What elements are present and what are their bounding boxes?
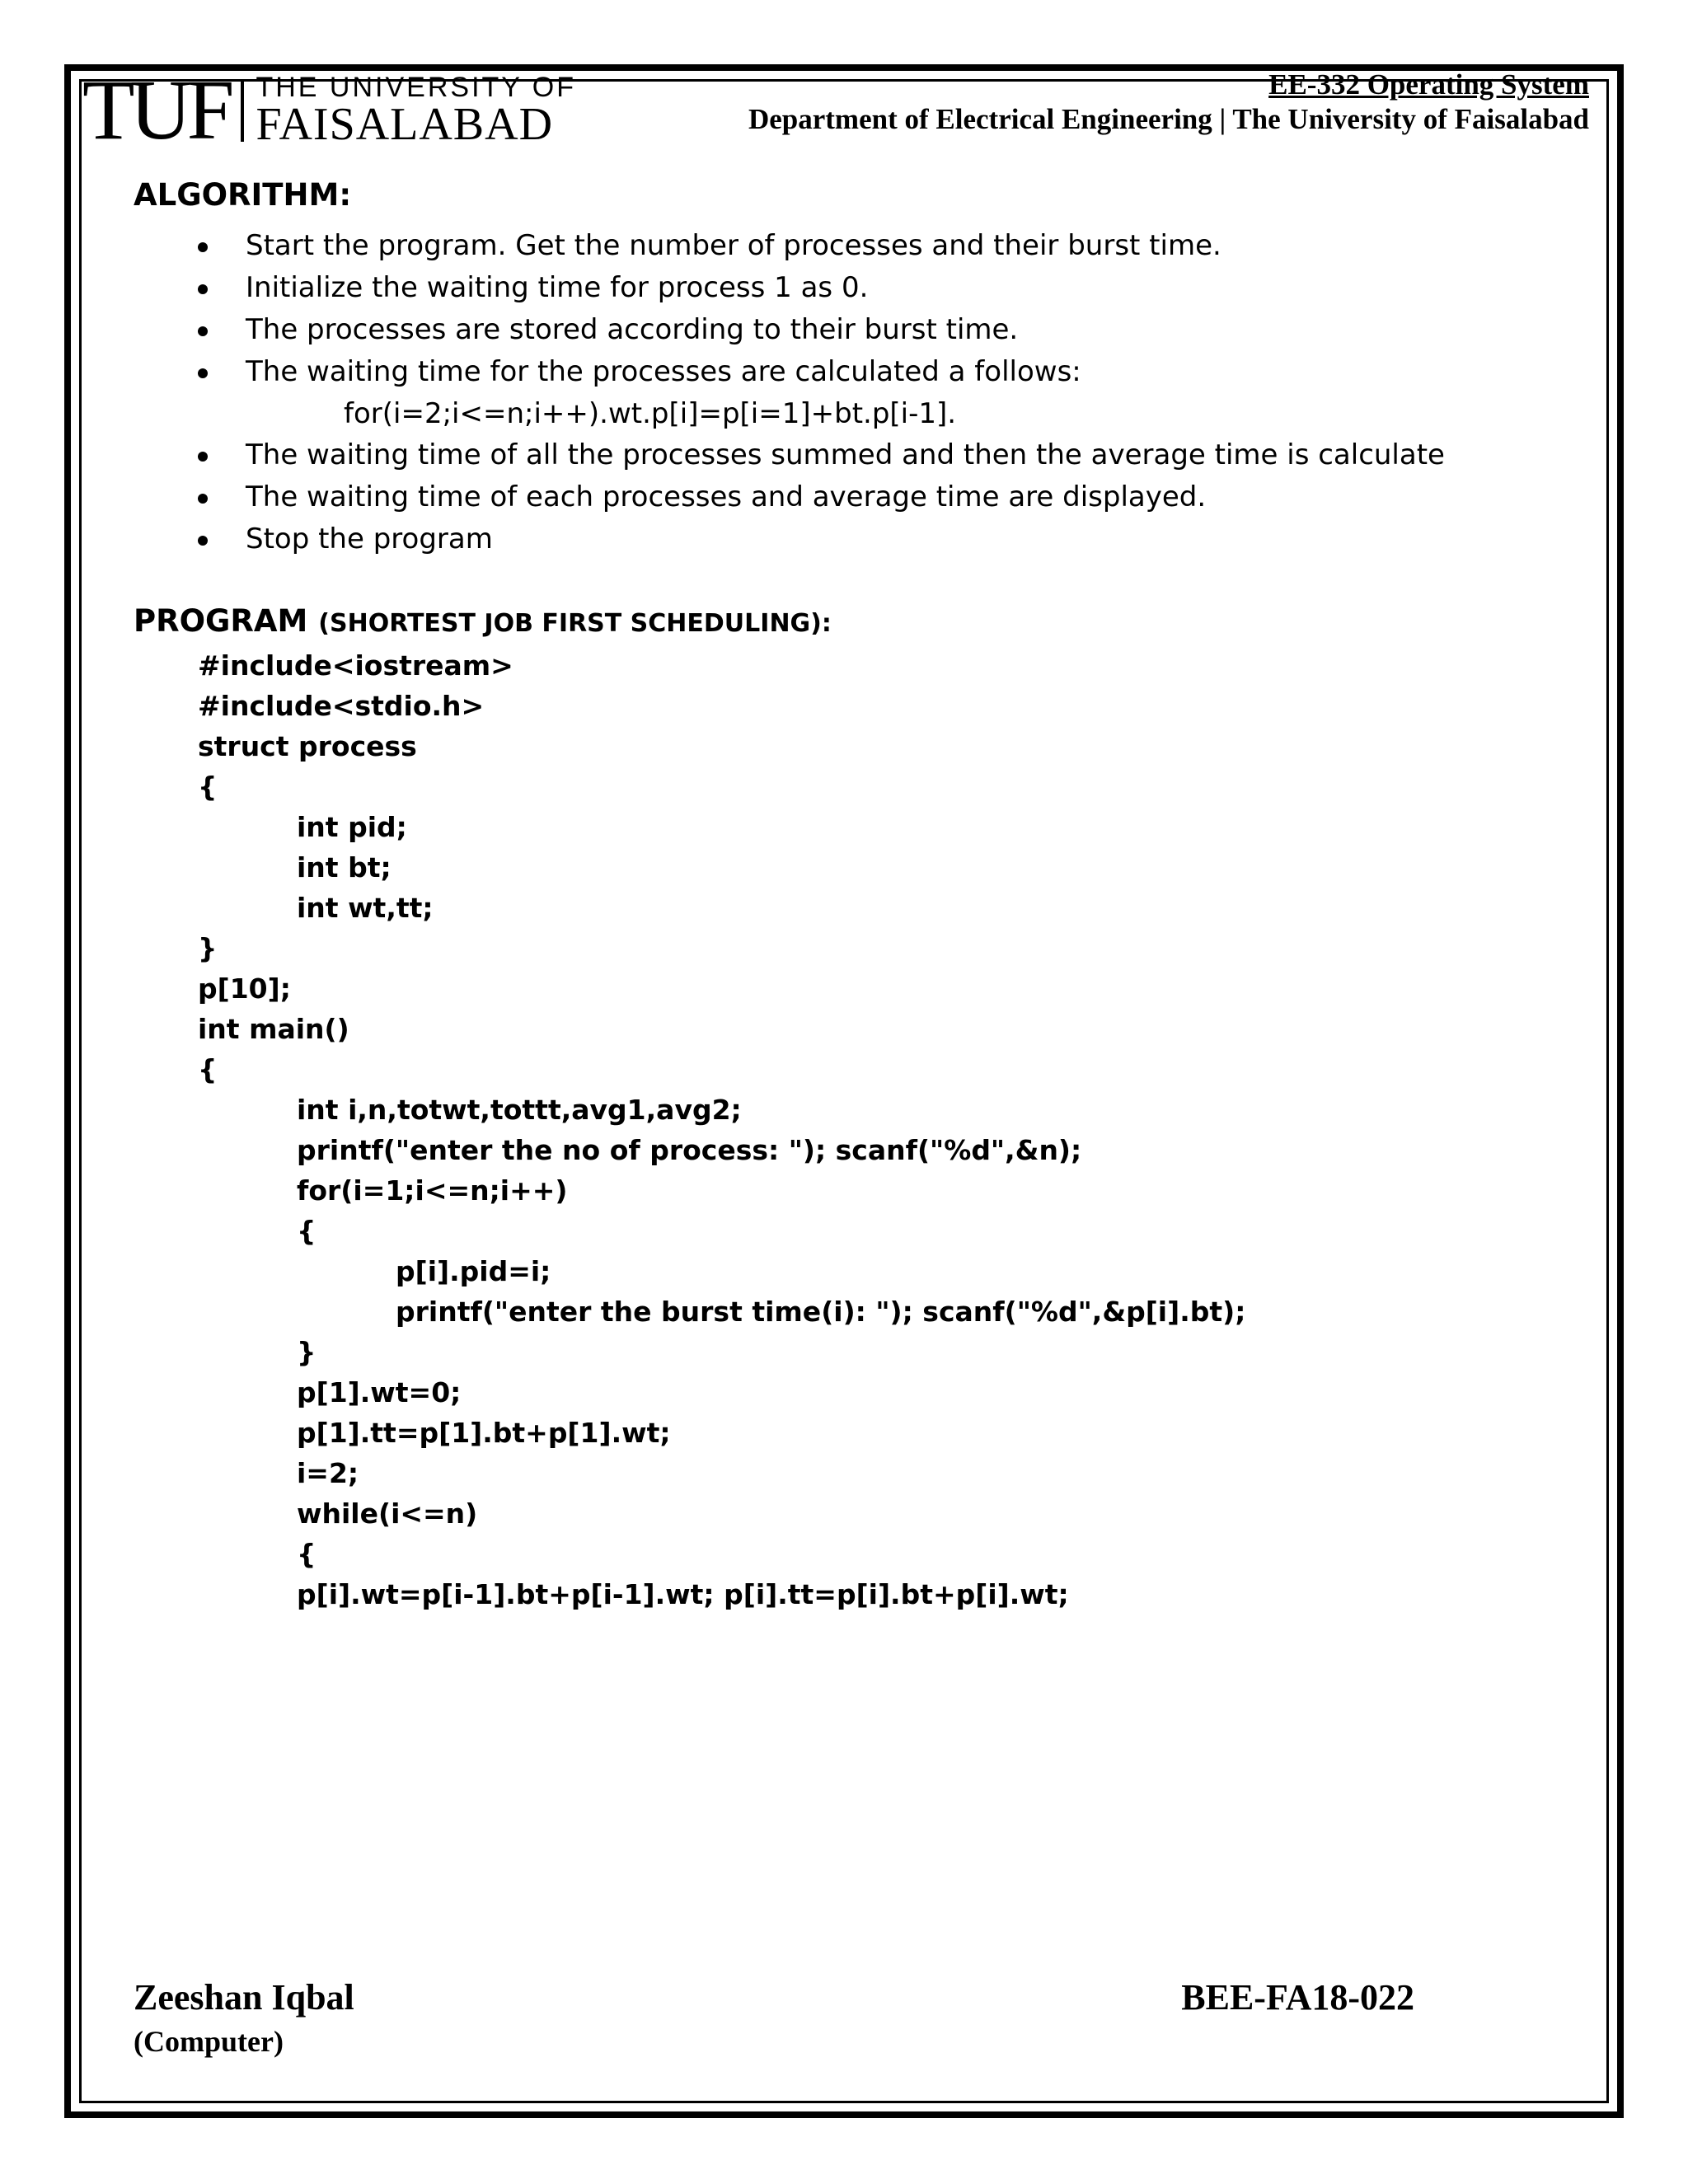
code-line: printf("enter the no of process: "); scanf("%d",&n);: [297, 1133, 1082, 1166]
code-line: int i,n,totwt,tottt,avg1,avg2;: [297, 1093, 742, 1126]
code-line: #include<stdio.h>: [198, 689, 485, 722]
course-title: EE-332 Operating System: [1268, 68, 1589, 101]
algorithm-formula: for(i=2;i<=n;i++).wt.p[i]=p[i=1]+bt.p[i-1].: [344, 397, 957, 431]
code-line: p[1].wt=0;: [297, 1376, 462, 1408]
code-line: {: [297, 1214, 316, 1247]
algorithm-step: Stop the program: [198, 518, 1589, 560]
code-line: while(i<=n): [297, 1497, 478, 1530]
logo-mark: TUF: [82, 63, 230, 157]
logo-line-2: FAISALABAD: [256, 99, 554, 150]
code-line: i=2;: [297, 1456, 359, 1489]
program-title: PROGRAM: [134, 603, 308, 640]
code-line: for(i=1;i<=n;i++): [297, 1174, 568, 1207]
code-line: p[10];: [198, 972, 291, 1005]
algorithm-step: The waiting time of all the processes summed and then the average time is calculate: [198, 434, 1589, 476]
student-id: BEE-FA18-022: [1181, 1977, 1414, 2018]
student-name: Zeeshan Iqbal: [134, 1977, 354, 2018]
code-line: {: [198, 1052, 218, 1085]
logo-divider: [241, 79, 244, 142]
code-line: {: [297, 1537, 316, 1570]
department-name: Department of Electrical Engineering | The University of Faisalabad: [748, 103, 1589, 135]
student-role: (Computer): [134, 2025, 284, 2058]
code-line: {: [198, 770, 218, 803]
code-line: int bt;: [297, 851, 392, 883]
algorithm-step: Start the program. Get the number of processes and their burst time.: [198, 225, 1589, 267]
code-line: int pid;: [297, 810, 407, 843]
logo-line-1: THE UNIVERSITY OF: [256, 72, 577, 103]
code-line: printf("enter the burst time(i): "); scanf("%d",&p[i].bt);: [396, 1295, 1246, 1328]
university-logo: [82, 63, 577, 157]
code-block: [134, 645, 1589, 1615]
algorithm-step: The processes are stored according to their burst time.: [198, 309, 1589, 351]
algorithm-heading: ALGORITHM:: [134, 177, 352, 213]
code-line: struct process: [198, 729, 417, 762]
page-content: [134, 177, 1589, 1615]
program-heading: [134, 603, 1589, 640]
code-line: int wt,tt;: [297, 891, 434, 924]
code-line: int main(): [198, 1012, 349, 1045]
course-header: [748, 68, 1589, 137]
algorithm-steps-continued: [134, 434, 1589, 560]
code-line: #include<iostream>: [198, 649, 513, 682]
algorithm-step: Initialize the waiting time for process 1 as 0.: [198, 267, 1589, 309]
program-subtitle: (SHORTEST JOB FIRST SCHEDULING):: [318, 609, 832, 639]
code-line: }: [297, 1335, 316, 1368]
algorithm-step: The waiting time for the processes are calculated a follows:: [198, 351, 1589, 393]
code-line: }: [198, 931, 218, 964]
code-line: p[i].wt=p[i-1].bt+p[i-1].wt; p[i].tt=p[i].bt+p[i].wt;: [297, 1577, 1069, 1610]
code-line: p[i].pid=i;: [396, 1254, 551, 1287]
algorithm-step: The waiting time of each processes and average time are displayed.: [198, 476, 1589, 518]
code-line: p[1].tt=p[1].bt+p[1].wt;: [297, 1416, 671, 1449]
logo-text: [256, 73, 576, 148]
algorithm-steps: [134, 225, 1589, 393]
